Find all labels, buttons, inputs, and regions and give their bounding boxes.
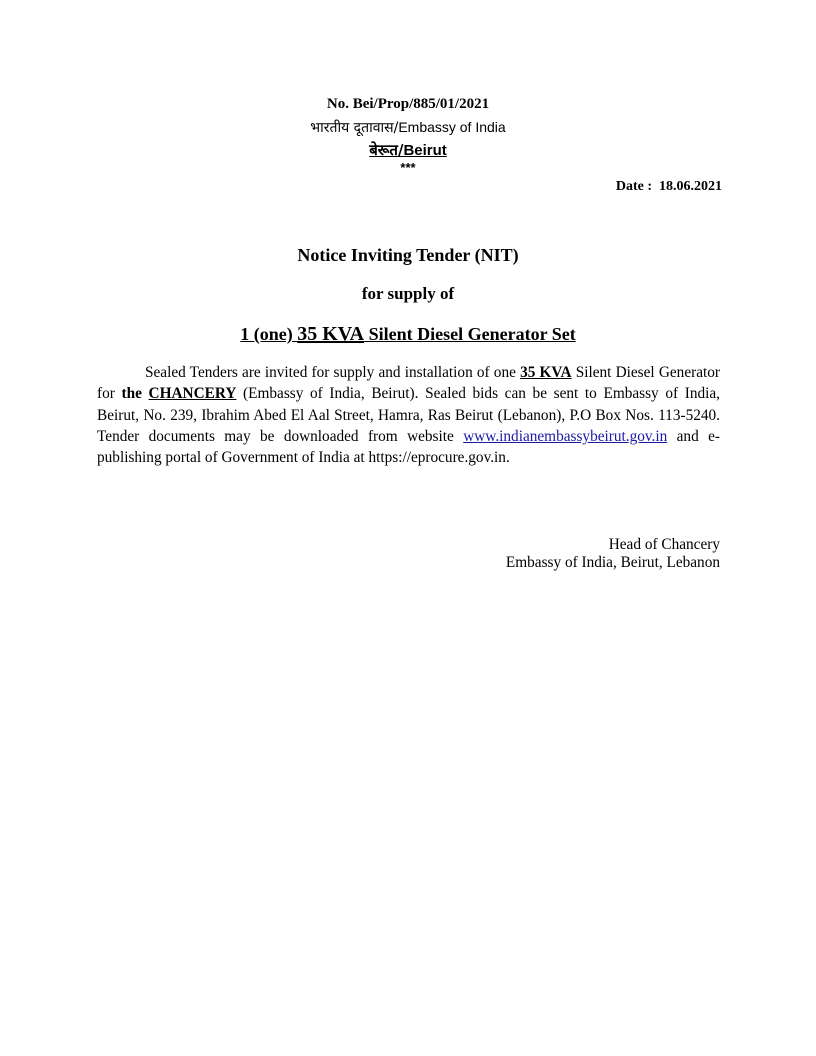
item-kva: 35 KVA: [297, 323, 365, 345]
body-text-part4: and e-publishing portal of Government of India at https://eprocure.gov.in.: [97, 427, 720, 467]
item-quantity: 1 (one): [240, 324, 298, 344]
embassy-name-english: Embassy of India: [398, 119, 506, 135]
website-link[interactable]: www.indianembassybeirut.gov.in: [463, 427, 668, 445]
embassy-name-separator: /: [393, 120, 399, 136]
date-value: 18.06.2021: [659, 179, 722, 194]
signature-title: Head of Chancery: [608, 536, 720, 553]
item-description: Silent Diesel Generator Set: [364, 324, 576, 344]
body-text-part1: Sealed Tenders are invited for supply and installation of one: [145, 364, 521, 381]
date-label: Date :: [615, 179, 652, 194]
notice-paragraph: [97, 362, 720, 468]
body-kva: 35 KVA: [520, 364, 572, 381]
city-name-hindi: बेरूत: [369, 141, 398, 159]
date-line: [616, 179, 722, 195]
notice-title: Notice Inviting Tender (NIT): [297, 245, 519, 265]
notice-subtitle: for supply of: [361, 284, 455, 303]
body-the: the: [121, 385, 142, 403]
embassy-name-hindi: भारतीय दूतावास: [310, 120, 394, 136]
body-text-part3: (Embassy of India, Beirut). Sealed bids can be sent to Embassy of India, Beirut, No. 239, Ibrahim Abed El Aal Street, Hamra, Ras Beirut (Lebanon), P.O Box Nos. 113-5240. Tender documents may be downloaded from website: [97, 385, 720, 445]
notice-body: [97, 362, 720, 468]
signature-office: Embassy of India, Beirut, Lebanon: [505, 554, 720, 571]
city-name: [0, 140, 816, 160]
notice-item-title: [0, 323, 816, 346]
separator-stars: ***: [400, 160, 416, 175]
body-chancery: CHANCERY: [148, 385, 237, 403]
city-name-english: Beirut: [403, 142, 447, 159]
embassy-name: [0, 118, 816, 137]
city-name-separator: /: [397, 141, 404, 159]
body-text-part2: Silent Diesel Generator for: [97, 364, 720, 403]
reference-number: No. Bei/Prop/885/01/2021: [326, 96, 490, 112]
